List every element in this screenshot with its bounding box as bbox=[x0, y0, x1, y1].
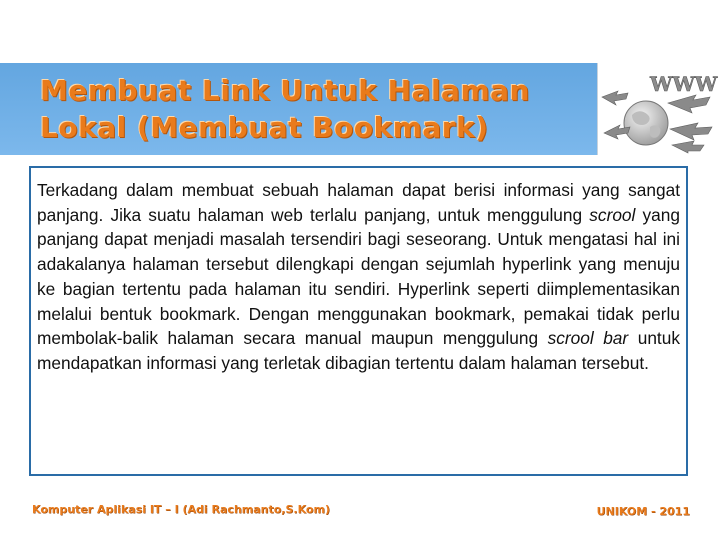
footer-left: Komputer Aplikasi IT – I (Adi Rachmanto,S.Kom) bbox=[32, 503, 330, 516]
body-text-part: Terkadang dalam membuat sebuah halaman dapat berisi informasi yang sangat panjang. Jika suatu halaman web terlalu panjang, untuk menggulung bbox=[37, 180, 680, 225]
globe-icon bbox=[598, 63, 720, 155]
svg-text:WWW: WWW bbox=[650, 72, 718, 96]
body-text-italic: scrool bar bbox=[547, 328, 629, 349]
body-text-italic: scrool bbox=[589, 204, 636, 225]
body-paragraph bbox=[37, 178, 680, 376]
footer-right: UNIKOM - 2011 bbox=[596, 505, 690, 518]
body-text-part: yang panjang dapat menjadi masalah tersendiri bagi seseorang. Untuk mengatasi hal ini adakalanya halaman tersebut dilengkapi dengan sejumlah hyperlink yang menuju ke bagian tertentu pada halaman itu sendiri. Hyperlink seperti diimplementasikan melalui bentuk bookmark. Dengan menggunakan bookmark, pemakai tidak perlu membolak-balik halaman secara manual maupun menggulung bbox=[37, 204, 680, 349]
body-text-part: untuk mendapatkan informasi yang terletak dibagian tertentu dalam halaman tersebut. bbox=[37, 328, 680, 373]
slide-title: Membuat Link Untuk Halaman Lokal (Membuat Bookmark) bbox=[40, 74, 530, 144]
www-logo bbox=[597, 63, 720, 155]
